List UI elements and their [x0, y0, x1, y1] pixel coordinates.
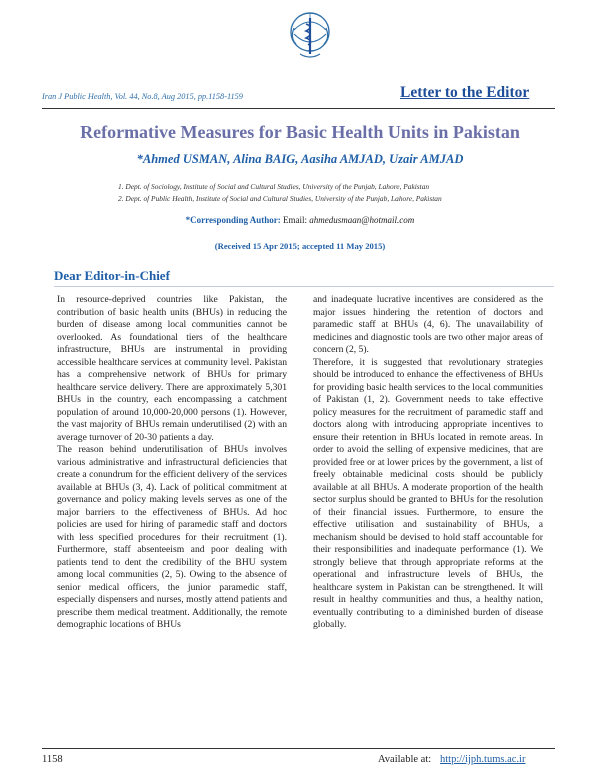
email-label: Email:	[280, 215, 310, 225]
available-label: Available at:	[378, 754, 432, 765]
body-paragraph: In resource-deprived countries like Pakistan, the contribution of basic health units (BHUs) in reducing the burden of disease among local communities cannot be overlooked. As foundational tiers of the healthcare infrastructure, BHUs are instrumental in providing accessible healthcare services at community level. Pakistan has a comprehensive network of BHUs for primary healthcare service delivery. There are approximately 5,301 BHUs in the country, each encompassing a catchment population of around 10,000-20,000 persons (1). However, the vast majority of BHUs remain underutilised (2) with an average turnover of 20-30 patients a day.	[57, 294, 287, 443]
body-column-right	[313, 294, 543, 632]
body-column-left	[57, 294, 287, 632]
journal-url-link[interactable]: http://ijph.tums.ac.ir	[440, 754, 526, 765]
corresponding-author	[0, 215, 600, 225]
journal-citation: Iran J Public Health, Vol. 44, No.8, Aug 2015, pp.1158-1159	[42, 92, 243, 101]
journal-logo-icon	[286, 8, 334, 64]
body-paragraph: Therefore, it is suggested that revolutionary strategies should be introduced to enhance the effectiveness of BHUs for providing basic health services to the local communities of Pakistan (1, 2). Government needs to take effective policy measures for the recruitment of paramedic staff and doctors along with introducing appropriate incentives to ensure their retention in BHUs located in remote areas. In order to avoid the selling of expensive medicines, that are provided free or at lower prices by the government, a list of freely obtainable medicinal costs should be publicly available at all BHUs. A moderate proportion of the health sector surplus should be granted to BHUs for the resolution of their financial issues. Furthermore, to ensure the effective utilisation and sustainability of BHUs, a mechanism should be devised to hold staff accountable for their responsibilities and inadequate performance (1). We strongly believe that through appropriate reforms at the operational and infrastructure levels of BHUs, the healthcare system in Pakistan can be strengthened. It will result in healthy communities and thus, a healthy nation, eventually contributing to a diminished burden of disease globally.	[313, 356, 543, 630]
article-type-label[interactable]: Letter to the Editor	[400, 84, 530, 101]
header-divider	[42, 108, 555, 109]
salutation-divider	[54, 286, 554, 287]
article-title: Reformative Measures for Basic Health Units in Pakistan	[80, 122, 520, 142]
page-number: 1158	[42, 754, 63, 765]
affiliation-1: 1. Dept. of Sociology, Institute of Social and Cultural Studies, University of the Punjab, Lahore, Pakistan	[118, 182, 430, 191]
author-list: *Ahmed USMAN, Alina BAIG, Aasiha AMJAD, Uzair AMJAD	[136, 152, 464, 166]
salutation-heading: Dear Editor-in-Chief	[54, 268, 170, 283]
received-dates: (Received 15 Apr 2015; accepted 11 May 2015)	[214, 241, 386, 251]
email-address[interactable]: ahmedusmaan@hotmail.com	[309, 215, 415, 225]
affiliation-2: 2. Dept. of Public Health, Institute of Social and Cultural Studies, University of the Punjab, Lahore, Pakistan	[118, 194, 442, 203]
body-paragraph: and inadequate lucrative incentives are considered as the major issues hindering the retention of doctors and paramedic staff at BHUs (4, 6). The unavailability of medicines and diagnostic tools are two other major areas of concern (2, 5).	[313, 294, 543, 355]
body-paragraph: The reason behind underutilisation of BHUs involves various administrative and infrastructural deficiencies that create a conundrum for the efficient delivery of the services available at BHUs (3, 4). Lack of political commitment at governance and policy making levels serves as one of the major barriers to the effectiveness of BHUs. Ad hoc policies are used for hiring of paramedic staff and doctors with less specified procedures for their recruitment (1). Furthermore, staff absenteeism and poor dealing with patients tend to dent the credibility of the BHU system among local communities (2, 5). Owing to the absence of senior medical officers, the junior paramedic staff, especially dispensers and nurses, mostly attend patients and prescribe them medical treatment. Additionally, the remote demographic locations of BHUs	[57, 444, 287, 630]
footer-divider	[42, 748, 555, 749]
corresponding-label: *Corresponding Author:	[185, 215, 281, 225]
